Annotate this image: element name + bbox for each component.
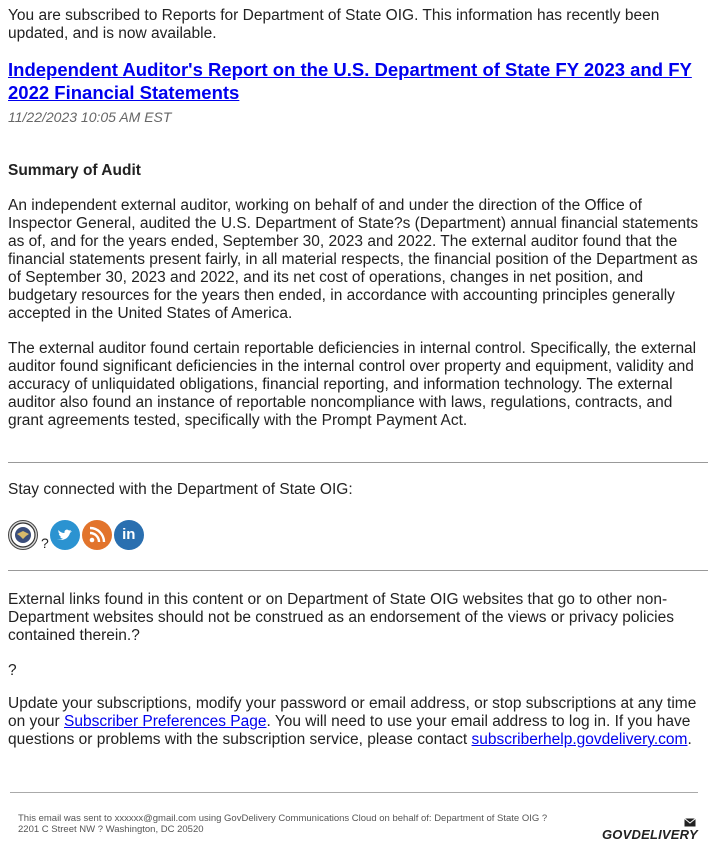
subscription-intro: You are subscribed to Reports for Department of State OIG. This information has recently been updated, and is now available.	[8, 7, 660, 42]
linkedin-icon[interactable]: in	[114, 520, 144, 550]
report-title-link[interactable]: Independent Auditor's Report on the U.S. Department of State FY 2023 and FY 2022 Financial Statements	[8, 59, 692, 103]
summary-heading: Summary of Audit	[8, 162, 141, 179]
email-body	[8, 7, 708, 748]
divider-top	[8, 462, 708, 463]
summary-paragraph-1: An independent external auditor, working on behalf of and under the direction of the Office of Inspector General, audited the U.S. Department of State?s (Department) annual financial statements as of, and for the years ended, September 30, 2023 and 2022. The external auditor found that the financial statements present fairly, in all material respects, the financial position of the Department as of September 30, 2023 and 2022, and its net cost of operations, changes in net position, and budgetary resources for the years then ended, in accordance with accounting principles generally accepted in the United States of America.	[8, 197, 699, 322]
external-links-disclaimer: External links found in this content or on Department of State OIG websites that go to other non-Department websites should not be construed as an endorsement of the views or privacy policies contained therein.?	[8, 591, 674, 644]
twitter-icon[interactable]	[50, 520, 80, 550]
update-subscriptions-text	[8, 695, 708, 749]
update-suffix: .	[687, 731, 692, 748]
govdelivery-logo[interactable]	[602, 814, 698, 842]
rss-icon[interactable]	[82, 520, 112, 550]
footer-line-2: 2201 C Street NW ? Washington, DC 20520	[18, 824, 204, 835]
report-date: 11/22/2023 10:05 AM EST	[8, 109, 172, 125]
footer-divider	[10, 792, 698, 793]
govdelivery-logo-text: GOVDELIVERY	[602, 827, 698, 842]
social-separator: ?	[41, 535, 49, 551]
footer-text	[18, 813, 578, 835]
state-department-seal-icon[interactable]	[8, 520, 38, 550]
update-middle: . You will need to use your email address to log in. If you have questions or problems with the subscription service, please contact	[8, 713, 691, 748]
subscriber-preferences-link[interactable]: Subscriber Preferences Page	[64, 713, 267, 730]
subscriber-help-link[interactable]: subscriberhelp.govdelivery.com	[471, 731, 688, 748]
social-icons	[8, 514, 146, 550]
divider-bottom	[8, 570, 708, 571]
stray-question-mark: ?	[8, 662, 17, 679]
summary-paragraph-2: The external auditor found certain reportable deficiencies in internal control. Specifically, the external auditor found significant deficiencies in the internal control over property and equipment, validity and accuracy of unliquidated obligations, financial reporting, and information technology. The external auditor also found an instance of reportable noncompliance with laws, regulations, contracts, and grant agreements tested, specifically with the Prompt Payment Act.	[8, 340, 697, 429]
footer-line-1: This email was sent to xxxxxx@gmail.com using GovDelivery Communications Cloud on behalf of: Department of State OIG ?	[18, 813, 548, 824]
stay-connected-text: Stay connected with the Department of State OIG:	[8, 481, 353, 498]
update-prefix: Update your subscriptions, modify your password or email address, or stop subscriptions at any time on your	[8, 695, 697, 730]
